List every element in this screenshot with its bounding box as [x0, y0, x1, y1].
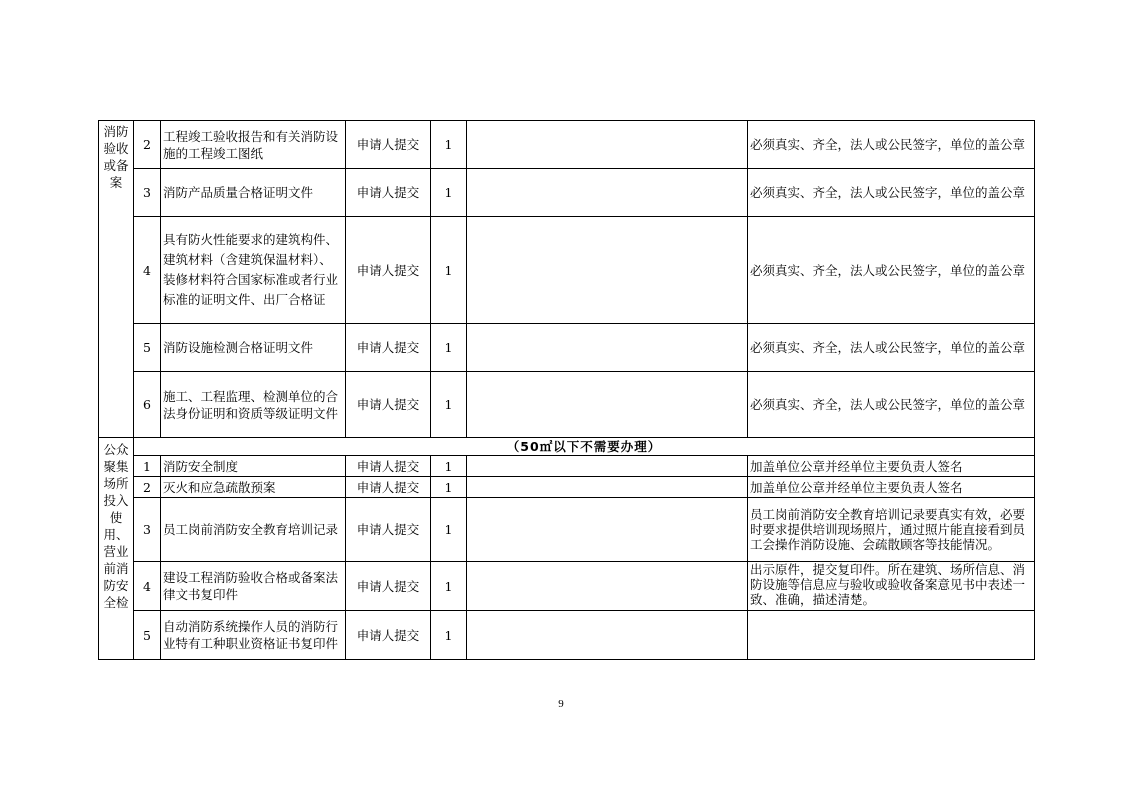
table-row: [99, 324, 1035, 372]
material-name: 自动消防系统操作人员的消防行业特有工种职业资格证书复印件: [161, 611, 346, 660]
item-number: 2: [134, 121, 161, 169]
copies: 1: [431, 217, 467, 324]
requirement: 加盖单位公章并经单位主要负责人签名: [748, 456, 1035, 477]
submitter: 申请人提交: [346, 477, 431, 498]
blank-cell: [467, 456, 748, 477]
blank-cell: [467, 611, 748, 660]
submitter: 申请人提交: [346, 169, 431, 217]
section-note-row: [99, 438, 1035, 456]
item-number: 5: [134, 611, 161, 660]
blank-cell: [467, 477, 748, 498]
item-number: 6: [134, 372, 161, 438]
item-number: 2: [134, 477, 161, 498]
copies: 1: [431, 611, 467, 660]
section-note: （50㎡以下不需要办理）: [134, 438, 1035, 456]
copies: 1: [431, 498, 467, 562]
table-row: [99, 456, 1035, 477]
material-name: 消防产品质量合格证明文件: [161, 169, 346, 217]
requirement: 加盖单位公章并经单位主要负责人签名: [748, 477, 1035, 498]
blank-cell: [467, 562, 748, 611]
submitter: 申请人提交: [346, 498, 431, 562]
submitter: 申请人提交: [346, 456, 431, 477]
copies: 1: [431, 562, 467, 611]
page-number: 9: [558, 698, 564, 710]
copies: 1: [431, 169, 467, 217]
submitter: 申请人提交: [346, 121, 431, 169]
requirement: 必须真实、齐全，法人或公民签字，单位的盖公章: [748, 372, 1035, 438]
materials-table: [98, 120, 1035, 660]
table-row: [99, 562, 1035, 611]
submitter: 申请人提交: [346, 562, 431, 611]
blank-cell: [467, 169, 748, 217]
table-row: [99, 121, 1035, 169]
item-number: 3: [134, 169, 161, 217]
material-name: 员工岗前消防安全教育培训记录: [161, 498, 346, 562]
material-name: 建设工程消防验收合格或备案法律文书复印件: [161, 562, 346, 611]
table-row: [99, 372, 1035, 438]
requirement: [748, 611, 1035, 660]
blank-cell: [467, 217, 748, 324]
requirement: 必须真实、齐全，法人或公民签字，单位的盖公章: [748, 217, 1035, 324]
item-number: 5: [134, 324, 161, 372]
table-row: [99, 169, 1035, 217]
blank-cell: [467, 372, 748, 438]
category-cell: 消防验收或备案: [99, 121, 134, 438]
material-name: 工程竣工验收报告和有关消防设施的工程竣工图纸: [161, 121, 346, 169]
material-name: 灭火和应急疏散预案: [161, 477, 346, 498]
submitter: 申请人提交: [346, 372, 431, 438]
copies: 1: [431, 372, 467, 438]
requirement: 出示原件，提交复印件。所在建筑、场所信息、消防设施等信息应与验收或验收备案意见书中表述一致、准确，描述清楚。: [748, 562, 1035, 611]
category-cell: 公众聚集场所投入使用、营业前消防安全检: [99, 438, 134, 660]
copies: 1: [431, 456, 467, 477]
copies: 1: [431, 324, 467, 372]
material-name: 消防设施检测合格证明文件: [161, 324, 346, 372]
copies: 1: [431, 121, 467, 169]
table-row: [99, 477, 1035, 498]
material-name: 施工、工程监理、检测单位的合法身份证明和资质等级证明文件: [161, 372, 346, 438]
table-row: [99, 498, 1035, 562]
item-number: 4: [134, 562, 161, 611]
blank-cell: [467, 498, 748, 562]
blank-cell: [467, 324, 748, 372]
table-row: [99, 217, 1035, 324]
requirement: 必须真实、齐全，法人或公民签字，单位的盖公章: [748, 324, 1035, 372]
material-name: 具有防火性能要求的建筑构件、建筑材料（含建筑保温材料）、装修材料符合国家标准或者行业标准的证明文件、出厂合格证: [161, 217, 346, 324]
item-number: 4: [134, 217, 161, 324]
requirement: 员工岗前消防安全教育培训记录要真实有效，必要时要求提供培训现场照片，通过照片能直接看到员工会操作消防设施、会疏散顾客等技能情况。: [748, 498, 1035, 562]
copies: 1: [431, 477, 467, 498]
submitter: 申请人提交: [346, 217, 431, 324]
submitter: 申请人提交: [346, 611, 431, 660]
blank-cell: [467, 121, 748, 169]
requirement: 必须真实、齐全，法人或公民签字，单位的盖公章: [748, 169, 1035, 217]
table-row: [99, 611, 1035, 660]
requirement: 必须真实、齐全，法人或公民签字，单位的盖公章: [748, 121, 1035, 169]
material-name: 消防安全制度: [161, 456, 346, 477]
submitter: 申请人提交: [346, 324, 431, 372]
item-number: 3: [134, 498, 161, 562]
item-number: 1: [134, 456, 161, 477]
